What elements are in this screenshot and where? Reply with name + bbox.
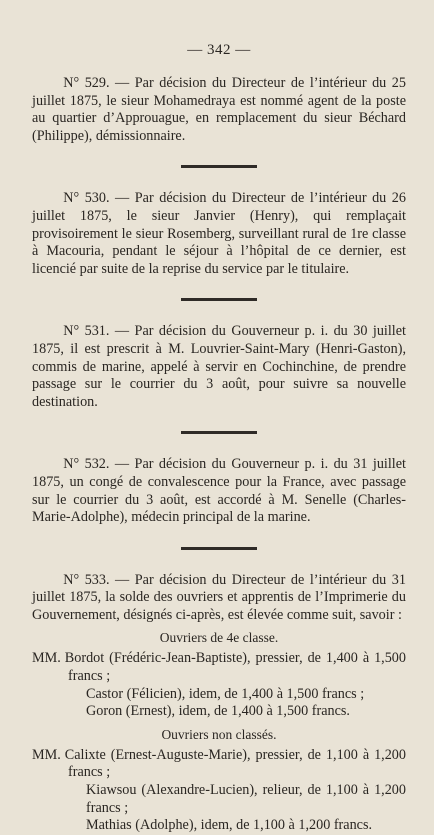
mm-prefix: MM.	[32, 650, 61, 667]
decision-533: N° 533. — Par décision du Directeur de l’intérieur du 31 juillet 1875, la solde des ouvriers et apprentis de l’Imprimerie du Gouvernement, désignés ci-après, est élevée comme suit, savoir :	[32, 571, 406, 623]
worker-mathias: Mathias (Adolphe), idem, de 1,100 à 1,200 francs.	[86, 817, 373, 834]
decision-529: N° 529. — Par décision du Directeur de l’intérieur du 25 juillet 1875, le sieur Mohamedraya est nommé agent de la poste au quartier d’Approuague, en remplacement du sieur Béchard (Philippe), démissionnaire.	[32, 75, 406, 144]
section-divider	[181, 431, 257, 434]
worker-entry	[32, 650, 406, 685]
decision-532: N° 532. — Par décision du Gouverneur p. i. du 31 juillet 1875, un congé de convalescence pour la France, avec passage sur le courrier du 3 août, est accordé à M. Senelle (Charles-Marie-Adolphe), médecin principal de la marine.	[32, 456, 406, 526]
worker-calixte: Calixte (Ernest-Auguste-Marie), pressier, de 1,100 à 1,200 francs ;	[64, 746, 406, 781]
worker-goron: Goron (Ernest), idem, de 1,400 à 1,500 francs.	[86, 703, 350, 720]
section-divider	[181, 298, 257, 301]
decision-530: N° 530. — Par décision du Directeur de l’intérieur du 26 juillet 1875, le sieur Janvier (Henry), qui remplaçait provisoirement le sieur Rosemberg, surveillant rural de 1re classe à Macouria, pendant le séjour à l’hôpital de ce dernier, est licencié par suite de la reprise du service par le titulaire.	[32, 190, 406, 277]
decision-531: N° 531. — Par décision du Gouverneur p. i. du 30 juillet 1875, il est prescrit à M. Louvrier-Saint-Mary (Henri-Gaston), commis de marine, appelé à servir en Cochinchine, de prendre passage sur le courrier du 3 août, pour suivre sa nouvelle destination.	[32, 323, 406, 410]
section-divider	[181, 547, 257, 550]
worker-bordot: Bordot (Frédéric-Jean-Baptiste), pressier, de 1,400 à 1,500 francs ;	[64, 650, 406, 685]
category-title-non-classes: Ouvriers non classés.	[161, 726, 277, 742]
page-number: — 342 —	[187, 42, 251, 58]
worker-kiawsou: Kiawsou (Alexandre-Lucien), relieur, de 1,100 à 1,200 francs ;	[86, 782, 406, 816]
worker-entry	[32, 747, 406, 782]
worker-castor: Castor (Félicien), idem, de 1,400 à 1,500 francs ;	[86, 685, 365, 702]
section-divider	[181, 165, 257, 168]
mm-prefix: MM.	[32, 746, 61, 763]
category-title-4e-classe: Ouvriers de 4e classe.	[159, 630, 279, 646]
